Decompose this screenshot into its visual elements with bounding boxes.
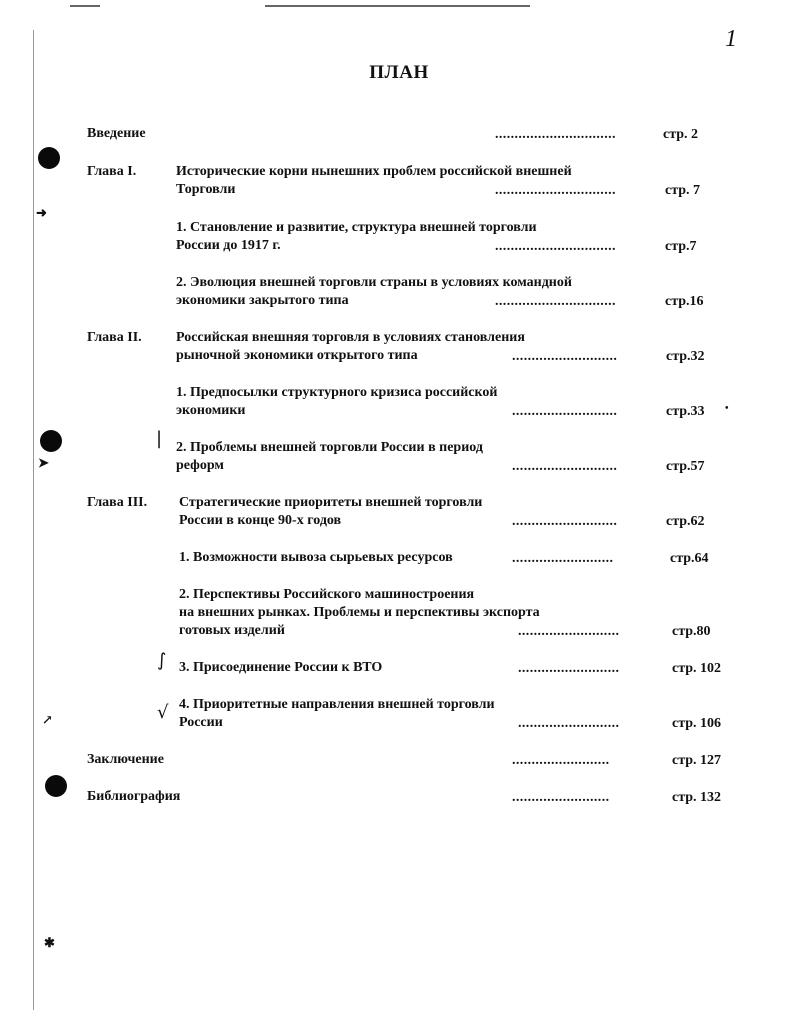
toc-page: стр. 7	[665, 183, 701, 198]
toc-leader: ...............................	[495, 183, 616, 198]
toc-text: России в конце 90-х годов	[179, 513, 342, 528]
toc-page: стр.33	[666, 404, 705, 419]
punch-hole	[40, 430, 62, 452]
toc-leader: ..........................	[518, 716, 620, 731]
toc-text: на внешних рынках. Проблемы и перспективы экспорта	[179, 605, 540, 620]
toc-leader: .........................	[512, 753, 610, 768]
toc-leader: ..........................	[518, 661, 620, 676]
pencil-tick: |	[156, 428, 163, 449]
page-number: 1	[725, 26, 737, 52]
punch-hole	[45, 775, 67, 797]
toc-page: стр.80	[672, 624, 711, 639]
punch-hole	[38, 147, 60, 169]
toc-text: 2. Проблемы внешней торговли России в период	[176, 440, 483, 455]
toc-leader: ...............................	[495, 127, 616, 142]
toc-page: стр.57	[666, 459, 705, 474]
toc-label-conclusion: Заключение	[87, 752, 164, 767]
toc-label-bibliography: Библиография	[87, 789, 181, 804]
scan-speck: ➜	[36, 205, 47, 220]
toc-label-introduction: Введение	[87, 126, 146, 141]
toc-label-chapter-3: Глава III.	[87, 495, 148, 510]
toc-text: 1. Становление и развитие, структура внешней торговли	[176, 220, 537, 235]
scan-line-top	[265, 5, 530, 7]
toc-page: стр.7	[665, 239, 697, 254]
toc-text: Российская внешняя торговля в условиях становления	[176, 330, 525, 345]
toc-leader: ...............................	[495, 239, 616, 254]
toc-text: 4. Приоритетные направления внешней торговли	[179, 697, 495, 712]
toc-page: стр.16	[665, 294, 704, 309]
scan-speck: ✱	[44, 935, 55, 950]
toc-text: 2. Перспективы Российского машиностроения	[179, 587, 475, 602]
scan-edge-line	[33, 30, 34, 1010]
toc-text: реформ	[176, 458, 224, 473]
page-title: ПЛАН	[369, 62, 429, 83]
toc-page: стр.62	[666, 514, 705, 529]
toc-leader: ...........................	[512, 349, 618, 364]
toc-page: стр. 127	[672, 753, 722, 768]
toc-text: экономики закрытого типа	[176, 293, 349, 308]
scan-speck: ➤	[38, 455, 49, 470]
toc-text: Стратегические приоритеты внешней торговли	[179, 495, 483, 510]
toc-label-chapter-2: Глава II.	[87, 330, 142, 345]
toc-leader: ..........................	[512, 551, 614, 566]
toc-leader: ...........................	[512, 404, 618, 419]
scan-speck: ↗	[42, 712, 53, 727]
toc-page: стр. 2	[663, 127, 699, 142]
toc-page: стр. 132	[672, 790, 722, 805]
toc-leader: ...........................	[512, 459, 618, 474]
scan-line-top	[70, 5, 100, 7]
toc-label-chapter-1: Глава I.	[87, 164, 137, 179]
toc-text: Исторические корни нынешних проблем российской внешней	[176, 164, 572, 179]
toc-text: 1. Возможности вывоза сырьевых ресурсов	[179, 550, 453, 565]
toc-page: стр.64	[670, 551, 709, 566]
toc-leader: ...........................	[512, 514, 618, 529]
toc-text: 3. Присоединение России к ВТО	[179, 660, 383, 675]
toc-leader: ...............................	[495, 294, 616, 309]
toc-text: готовых изделий	[179, 623, 285, 638]
toc-text: рыночной экономики открытого типа	[176, 348, 418, 363]
toc-text: 2. Эволюция внешней торговли страны в условиях командной	[176, 275, 572, 290]
pencil-tick: ∫	[157, 650, 167, 671]
toc-page: стр. 102	[672, 661, 722, 676]
toc-text: России	[179, 715, 223, 730]
toc-text: 1. Предпосылки структурного кризиса российской	[176, 385, 498, 400]
toc-text: Торговли	[176, 182, 236, 197]
toc-text: экономики	[176, 403, 246, 418]
toc-leader: .........................	[512, 790, 610, 805]
toc-page: стр.32	[666, 349, 705, 364]
toc-leader: ..........................	[518, 624, 620, 639]
pencil-tick: √	[157, 702, 169, 723]
scan-speck: •	[725, 403, 729, 414]
toc-text: России до 1917 г.	[176, 238, 281, 253]
toc-page: стр. 106	[672, 716, 722, 731]
